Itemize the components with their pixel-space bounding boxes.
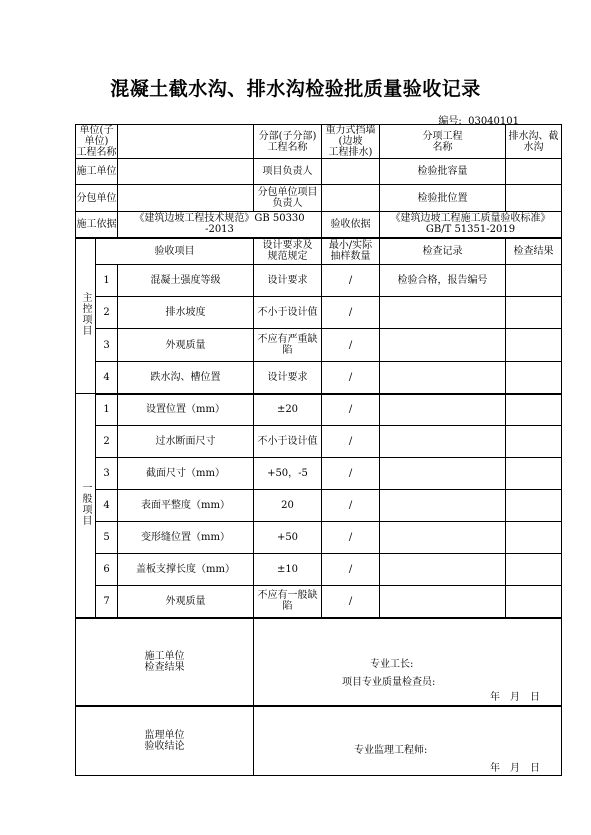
item-project-label: 分项工程 名称 <box>380 125 506 159</box>
unit-name-label: 单位(子单位) 工程名称 <box>76 125 117 158</box>
item-requirement: 不小于设计值 <box>254 426 322 458</box>
item-sample[interactable]: / <box>322 554 380 586</box>
foreman-label: 专业工长: <box>370 658 414 670</box>
construction-basis-label: 施工依据 <box>76 212 118 238</box>
item-project-value[interactable]: 排水沟、截水沟 <box>506 125 562 159</box>
main-item-row <box>76 265 562 297</box>
code-label: 编号: <box>438 116 462 127</box>
row-number: 7 <box>96 586 118 618</box>
item-requirement: 不应有一般缺陷 <box>254 586 322 618</box>
subcontractor-value[interactable] <box>118 185 254 212</box>
sub-project-label: 分部(子分部) 工程名称 <box>254 125 322 159</box>
item-record[interactable] <box>380 554 506 586</box>
item-record[interactable] <box>380 586 506 618</box>
quality-inspector-label: 项目专业质量检查员: <box>342 676 436 688</box>
row-number: 3 <box>96 458 118 490</box>
item-result[interactable] <box>506 394 562 426</box>
item-requirement: 设计要求 <box>254 265 322 297</box>
main-item-row <box>76 362 562 394</box>
item-name: 外观质量 <box>118 586 254 618</box>
project-manager-value[interactable] <box>322 159 380 185</box>
item-record[interactable] <box>380 329 506 362</box>
item-sample[interactable]: / <box>322 458 380 490</box>
supervision-check-label: 监理单位 验收结论 <box>76 706 254 776</box>
item-requirement: +50 <box>254 522 322 554</box>
subcontractor-label: 分包单位 <box>76 185 118 212</box>
general-item-row <box>76 394 562 426</box>
row-number: 6 <box>96 554 118 586</box>
item-name: 过水断面尺寸 <box>118 426 254 458</box>
batch-position-value[interactable] <box>506 185 562 212</box>
construction-date: 年 月 日 <box>490 691 540 703</box>
contractor-label: 施工单位 <box>76 159 118 185</box>
item-result[interactable] <box>506 426 562 458</box>
row-number: 1 <box>96 394 118 426</box>
row-number: 5 <box>96 522 118 554</box>
item-requirement: +50，-5 <box>254 458 322 490</box>
unit-name-value[interactable] <box>118 125 254 159</box>
construction-check-label: 施工单位 检查结果 <box>76 618 254 706</box>
project-manager-label: 项目负责人 <box>254 159 322 185</box>
item-record[interactable]: 检验合格，报告编号 <box>380 265 506 297</box>
item-result[interactable] <box>506 522 562 554</box>
item-record[interactable] <box>380 458 506 490</box>
supervision-date: 年 月 日 <box>490 762 540 774</box>
col-record: 检查记录 <box>380 238 506 265</box>
construction-check-signature[interactable] <box>254 618 562 706</box>
item-record[interactable] <box>380 362 506 394</box>
col-sample: 最小/实际 抽样数量 <box>322 238 380 265</box>
item-sample[interactable]: / <box>322 265 380 297</box>
item-record[interactable] <box>380 297 506 329</box>
construction-basis-value[interactable]: 《建筑边坡工程技术规范》GB 50330 -2013 <box>118 212 322 238</box>
row-number: 4 <box>96 490 118 522</box>
header-row-project <box>76 125 562 159</box>
item-name: 表面平整度（mm） <box>118 490 254 522</box>
item-requirement: 不应有严重缺陷 <box>254 329 322 362</box>
item-result[interactable] <box>506 586 562 618</box>
item-sample[interactable]: / <box>322 522 380 554</box>
main-item-row <box>76 329 562 362</box>
general-item-row <box>76 554 562 586</box>
page-title: 混凝土截水沟、排水沟检验批质量验收记录 <box>110 78 481 100</box>
item-requirement: 设计要求 <box>254 362 322 394</box>
item-result[interactable] <box>506 554 562 586</box>
row-number: 3 <box>96 329 118 362</box>
sub-project-value[interactable]: 重力式挡墙(边坡 工程排水) <box>322 125 380 159</box>
item-requirement: ±10 <box>254 554 322 586</box>
item-record[interactable] <box>380 394 506 426</box>
header-row-basis <box>76 212 562 238</box>
sub-pm-value[interactable] <box>322 185 380 212</box>
row-number: 4 <box>96 362 118 394</box>
batch-position-label: 检验批位置 <box>380 185 506 212</box>
item-name: 混凝土强度等级 <box>118 265 254 297</box>
item-name: 变形缝位置（mm） <box>118 522 254 554</box>
code-value: 03040101 <box>468 116 519 127</box>
general-item-row <box>76 458 562 490</box>
item-name: 排水坡度 <box>118 297 254 329</box>
acceptance-basis-label: 验收依据 <box>322 212 380 238</box>
item-result[interactable] <box>506 362 562 394</box>
item-requirement: 不小于设计值 <box>254 297 322 329</box>
supervising-engineer-label: 专业监理工程师: <box>354 744 428 756</box>
supervision-check-row <box>76 706 562 776</box>
item-sample[interactable]: / <box>322 490 380 522</box>
general-items-group: 一般项目 <box>76 394 96 618</box>
item-name: 截面尺寸（mm） <box>118 458 254 490</box>
item-sample[interactable]: / <box>322 394 380 426</box>
item-result[interactable] <box>506 297 562 329</box>
item-name: 盖板支撑长度（mm） <box>118 554 254 586</box>
row-number: 1 <box>96 265 118 297</box>
inspection-record-table <box>75 124 562 776</box>
item-result[interactable] <box>506 329 562 362</box>
col-result: 检查结果 <box>506 238 562 265</box>
item-name: 设置位置（mm） <box>118 394 254 426</box>
item-result[interactable] <box>506 458 562 490</box>
batch-capacity-label: 检验批容量 <box>380 159 506 185</box>
item-record[interactable] <box>380 522 506 554</box>
item-sample[interactable]: / <box>322 586 380 618</box>
general-item-row <box>76 522 562 554</box>
acceptance-basis-value[interactable]: 《建筑边坡工程施工质量验收标准》 GB/T 51351-2019 <box>380 212 562 238</box>
item-requirement: ±20 <box>254 394 322 426</box>
item-sample[interactable]: / <box>322 329 380 362</box>
item-name: 跌水沟、槽位置 <box>118 362 254 394</box>
column-header-row <box>76 238 562 265</box>
sub-pm-label: 分包单位项目 负责人 <box>254 185 322 212</box>
item-record[interactable] <box>380 426 506 458</box>
construction-check-row <box>76 618 562 706</box>
general-item-row <box>76 426 562 458</box>
col-item: 验收项目 <box>96 238 254 265</box>
item-name: 外观质量 <box>118 329 254 362</box>
item-sample[interactable]: / <box>322 362 380 394</box>
batch-capacity-value[interactable] <box>506 159 562 185</box>
item-result[interactable] <box>506 490 562 522</box>
item-sample[interactable]: / <box>322 297 380 329</box>
general-item-row <box>76 490 562 522</box>
item-result[interactable] <box>506 265 562 297</box>
col-design: 设计要求及 规范规定 <box>254 238 322 265</box>
header-row-contractor <box>76 159 562 185</box>
supervision-check-signature[interactable] <box>254 706 562 776</box>
row-number: 2 <box>96 297 118 329</box>
main-items-group: 主控项目 <box>76 238 96 394</box>
row-number: 2 <box>96 426 118 458</box>
contractor-value[interactable] <box>118 159 254 185</box>
general-item-row <box>76 586 562 618</box>
item-record[interactable] <box>380 490 506 522</box>
header-row-subcontractor <box>76 185 562 212</box>
main-item-row <box>76 297 562 329</box>
item-sample[interactable]: / <box>322 426 380 458</box>
item-requirement: 20 <box>254 490 322 522</box>
